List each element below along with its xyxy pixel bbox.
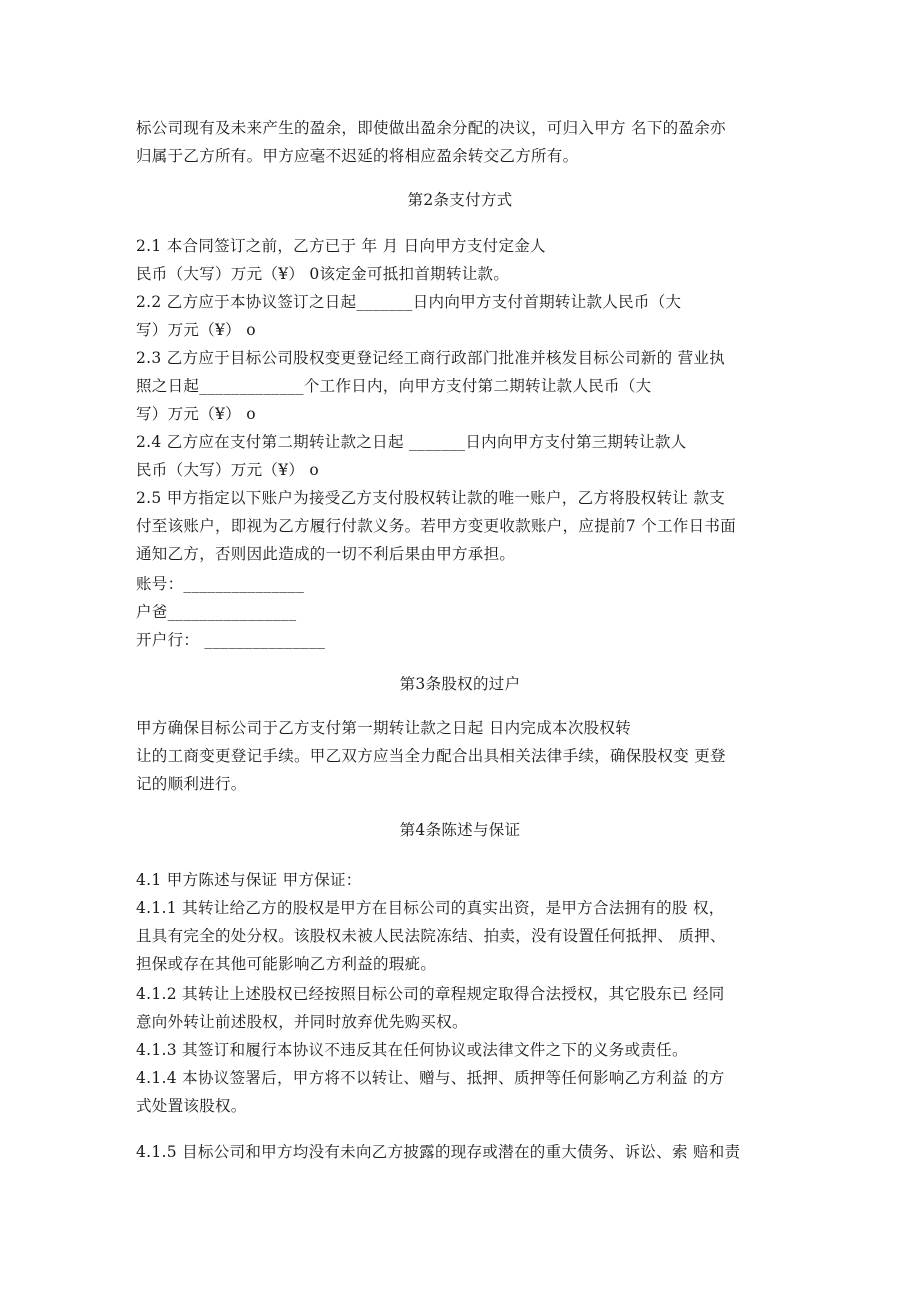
section-heading: 第4条陈述与保证 (399, 821, 521, 839)
paragraph-line: 4.1.1 其转让给乙方的股权是甲方在目标公司的真实出资，是甲方合法拥有的股 权， (136, 899, 725, 917)
paragraph-line: 民币（大写）万元（¥） 0该定金可抵扣首期转让款。 (136, 265, 510, 283)
paragraph-line: 写）万元（¥） o (136, 405, 256, 423)
paragraph-line: 4.1.5 目标公司和甲方均没有未向乙方披露的现存或潜在的重大债务、诉讼、索 赔和责 (136, 1143, 741, 1161)
paragraph-line: 4.1 甲方陈述与保证 甲方保证： (136, 871, 362, 889)
paragraph-line: 甲方确保目标公司于乙方支付第一期转让款之日起 日内完成本次股权转 (136, 719, 632, 737)
paragraph-line: 式处置该股权。 (136, 1097, 247, 1115)
paragraph-line: 照之日起_____________个工作日内，向甲方支付第二期转让款人民币（大 (136, 377, 652, 395)
paragraph-line: 意向外转让前述股权，并同时放弃优先购买权。 (136, 1013, 468, 1031)
paragraph-line: 通知乙方，否则因此造成的一切不利后果由甲方承担。 (136, 545, 516, 563)
paragraph-line: 2.1 本合同签订之前，乙方已于 年 月 日向甲方支付定金人 (136, 237, 546, 255)
paragraph-line: 2.2 乙方应于本协议签订之日起_______日内向甲方支付首期转让款人民币（大 (136, 293, 682, 311)
paragraph-line: 且具有完全的处分权。该股权未被人民法院冻结、拍卖，没有设置任何抵押、 质押、 (136, 927, 726, 945)
paragraph-line: 户爸________________ (136, 603, 297, 621)
paragraph-line: 4.1.4 本协议签署后，甲方将不以转让、赠与、抵押、质押等任何影响乙方利益 的方 (136, 1069, 725, 1087)
paragraph-line: 2.5 甲方指定以下账户为接受乙方支付股权转让款的唯一账户，乙方将股权转让 款支 (136, 489, 726, 507)
paragraph-line: 担保或存在其他可能影响乙方利益的瑕疵。 (136, 955, 437, 973)
section-heading: 第3条股权的过户 (399, 675, 521, 693)
paragraph-line: 让的工商变更登记手续。甲乙双方应当全力配合出具相关法律手续，确保股权变 更登 (136, 747, 726, 765)
paragraph-line: 2.4 乙方应在支付第二期转让款之日起 _______日内向甲方支付第三期转让款人 (136, 433, 687, 451)
paragraph-line: 写）万元（¥） o (136, 321, 256, 339)
paragraph-line: 归属于乙方所有。甲方应毫不迟延的将相应盈余转交乙方所有。 (136, 147, 579, 165)
paragraph-line: 4.1.3 其签订和履行本协议不违反其在任何协议或法律文件之下的义务或责任。 (136, 1041, 688, 1059)
paragraph-line: 账号：_______________ (136, 575, 305, 593)
paragraph-line: 标公司现有及未来产生的盈余，即使做出盈余分配的决议，可归入甲方 名下的盈余亦 (136, 119, 726, 137)
paragraph-line: 记的顺利进行。 (136, 775, 247, 793)
paragraph-line: 开户行： _______________ (136, 631, 326, 649)
paragraph-line: 2.3 乙方应于目标公司股权变更登记经工商行政部门批准并核发目标公司新的 营业执 (136, 349, 726, 367)
paragraph-line: 付至该账户，即视为乙方履行付款义务。若甲方变更收款账户，应提前7 个工作日书面 (136, 517, 736, 535)
paragraph-line: 4.1.2 其转让上述股权已经按照目标公司的章程规定取得合法授权，其它股东已 经同 (136, 985, 725, 1003)
section-heading: 第2条支付方式 (407, 191, 513, 209)
paragraph-line: 民币（大写）万元（¥） o (136, 461, 320, 479)
